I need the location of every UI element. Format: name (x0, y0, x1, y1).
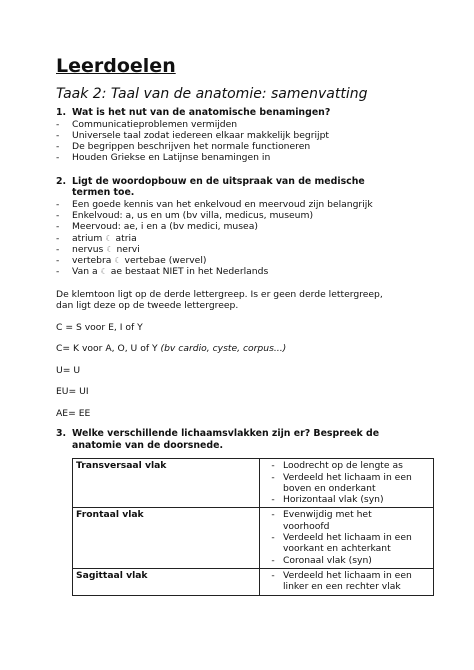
list-item-text: Verdeeld het lichaam in een (283, 569, 412, 581)
plane-name: Frontaal vlak (73, 508, 260, 568)
list-item-text: Meervoud: ae, i en a (bv medici, musea) (72, 221, 258, 233)
dash-bullet: - (56, 129, 60, 141)
list-item-text: boven en onderkant (283, 482, 376, 494)
list-item-text: Enkelvoud: a, us en um (bv villa, medicus, museum) (72, 209, 314, 221)
list-item (263, 555, 430, 566)
list-item (56, 130, 426, 141)
question-2 (56, 176, 426, 199)
question-number: 3. (56, 428, 67, 440)
list-item-text: ae bestaat NIET in het Nederlands (110, 266, 269, 278)
question-text-line: termen toe. (72, 187, 135, 199)
document-page (56, 54, 426, 596)
list-item-text: Van a (72, 266, 98, 278)
paragraph-klemtoon (56, 289, 426, 312)
formula-ae: AE= EE (56, 407, 91, 419)
arrow-icon: ☾ (105, 233, 113, 243)
question-text: Wat is het nut van de anatomische benamingen? (72, 107, 331, 118)
list-item-text: nervi (116, 243, 140, 255)
dash-bullet: - (56, 232, 60, 244)
dash-bullet: - (271, 494, 275, 506)
list-item-text: Coronaal vlak (syn) (283, 554, 372, 566)
list-item-text: vertebra (72, 255, 112, 267)
formula-c-k (56, 343, 426, 355)
list-item (56, 255, 426, 266)
list-item (56, 141, 426, 152)
list-item-text: voorkant en achterkant (283, 543, 391, 555)
dash-bullet: - (271, 509, 275, 521)
dash-bullet (263, 543, 283, 554)
question-3 (56, 428, 426, 451)
list-item (56, 119, 426, 130)
question-text-line: Ligt de woordopbouw en de uitspraak van de medische (72, 175, 365, 187)
arrow-icon: ☾ (100, 267, 108, 277)
plane-description (260, 508, 434, 568)
description-list (263, 570, 430, 593)
question-number: 1. (56, 107, 67, 118)
list-item (263, 581, 430, 592)
question-1 (56, 107, 426, 119)
formula-eu: EU= UI (56, 386, 89, 398)
paragraph-line: dan ligt deze op de tweede lettergreep. (56, 300, 239, 312)
formula-text: C= K voor A, O, U of Y (56, 343, 161, 355)
list-item-text: De begrippen beschrijven het normale functioneren (72, 141, 311, 153)
dash-bullet: - (271, 532, 275, 544)
list-item (263, 532, 430, 543)
list-item (263, 521, 430, 532)
list-item-text: nervus (72, 243, 104, 255)
formula-example: (bv cardio, cyste, corpus...) (160, 343, 287, 355)
question-text-line: Welke verschillende lichaamsvlakken zijn er? Bespreek de (72, 428, 380, 440)
list-item (56, 199, 426, 210)
list-item (263, 543, 430, 554)
table-row (73, 459, 434, 508)
plane-description (260, 568, 434, 595)
table-row (73, 568, 434, 595)
dash-bullet: - (56, 152, 60, 164)
plane-name: Sagittaal vlak (73, 568, 260, 595)
list-item (56, 266, 426, 277)
list-item-text: Communicatieproblemen vermijden (72, 118, 238, 130)
list-item-text: Evenwijdig met het (283, 509, 372, 521)
dash-bullet: - (56, 209, 60, 221)
list-item-text: Verdeeld het lichaam in een (283, 471, 412, 483)
description-list (263, 460, 430, 505)
list-item (263, 570, 430, 581)
answer-list-1 (56, 119, 426, 164)
question-text (72, 428, 379, 451)
dash-bullet: - (56, 221, 60, 233)
table-row (73, 508, 434, 568)
dash-bullet: - (271, 569, 275, 581)
dash-bullet (263, 521, 283, 532)
plane-name: Transversaal vlak (73, 459, 260, 508)
page-title: Leerdoelen (56, 55, 176, 77)
arrow-icon: ☾ (106, 244, 114, 254)
list-item-text: Een goede kennis van het enkelvoud en meervoud zijn belangrijk (72, 198, 373, 210)
question-text (72, 176, 365, 199)
question-number: 2. (56, 175, 67, 187)
page-subtitle: Taak 2: Taal van de anatomie: samenvatting (56, 86, 368, 102)
list-item (263, 509, 430, 520)
dash-bullet: - (56, 243, 60, 255)
description-list (263, 509, 430, 565)
list-item-text: Loodrecht op de lengte as (283, 460, 403, 472)
dash-bullet (263, 581, 283, 592)
list-item (56, 244, 426, 255)
list-item-text: Horizontaal vlak (syn) (283, 494, 384, 506)
dash-bullet: - (271, 460, 275, 472)
paragraph-line: De klemtoon ligt op de derde lettergreep. Is er geen derde lettergreep, (56, 288, 383, 300)
list-item-text: atrium (72, 232, 103, 244)
dash-bullet: - (271, 471, 275, 483)
formula-c-s: C = S voor E, I of Y (56, 321, 143, 333)
list-item (263, 460, 430, 471)
answer-list-2 (56, 199, 426, 278)
list-item (263, 483, 430, 494)
list-item-text: Verdeeld het lichaam in een (283, 532, 412, 544)
dash-bullet (263, 483, 283, 494)
dash-bullet: - (56, 255, 60, 267)
list-item-text: Universele taal zodat iedereen elkaar makkelijk begrijpt (72, 129, 330, 141)
dash-bullet: - (56, 266, 60, 278)
list-item (56, 210, 426, 221)
plane-description (260, 459, 434, 508)
list-item (56, 233, 426, 244)
list-item (56, 221, 426, 232)
dash-bullet: - (56, 198, 60, 210)
list-item-text: vertebae (wervel) (124, 255, 207, 267)
dash-bullet: - (271, 554, 275, 566)
list-item (56, 152, 426, 163)
list-item (263, 494, 430, 505)
list-item-text: linker en een rechter vlak (283, 581, 401, 593)
list-item (263, 472, 430, 483)
planes-table (72, 458, 434, 595)
question-text-line: anatomie van de doorsnede. (72, 439, 224, 451)
list-item-text: Houden Griekse en Latijnse benamingen in (72, 152, 271, 164)
list-item-text: atria (115, 232, 137, 244)
planes-table-body (73, 459, 434, 595)
list-item-text: voorhoofd (283, 520, 330, 532)
dash-bullet: - (56, 141, 60, 153)
arrow-icon: ☾ (114, 256, 122, 266)
formula-u: U= U (56, 364, 81, 376)
dash-bullet: - (56, 118, 60, 130)
